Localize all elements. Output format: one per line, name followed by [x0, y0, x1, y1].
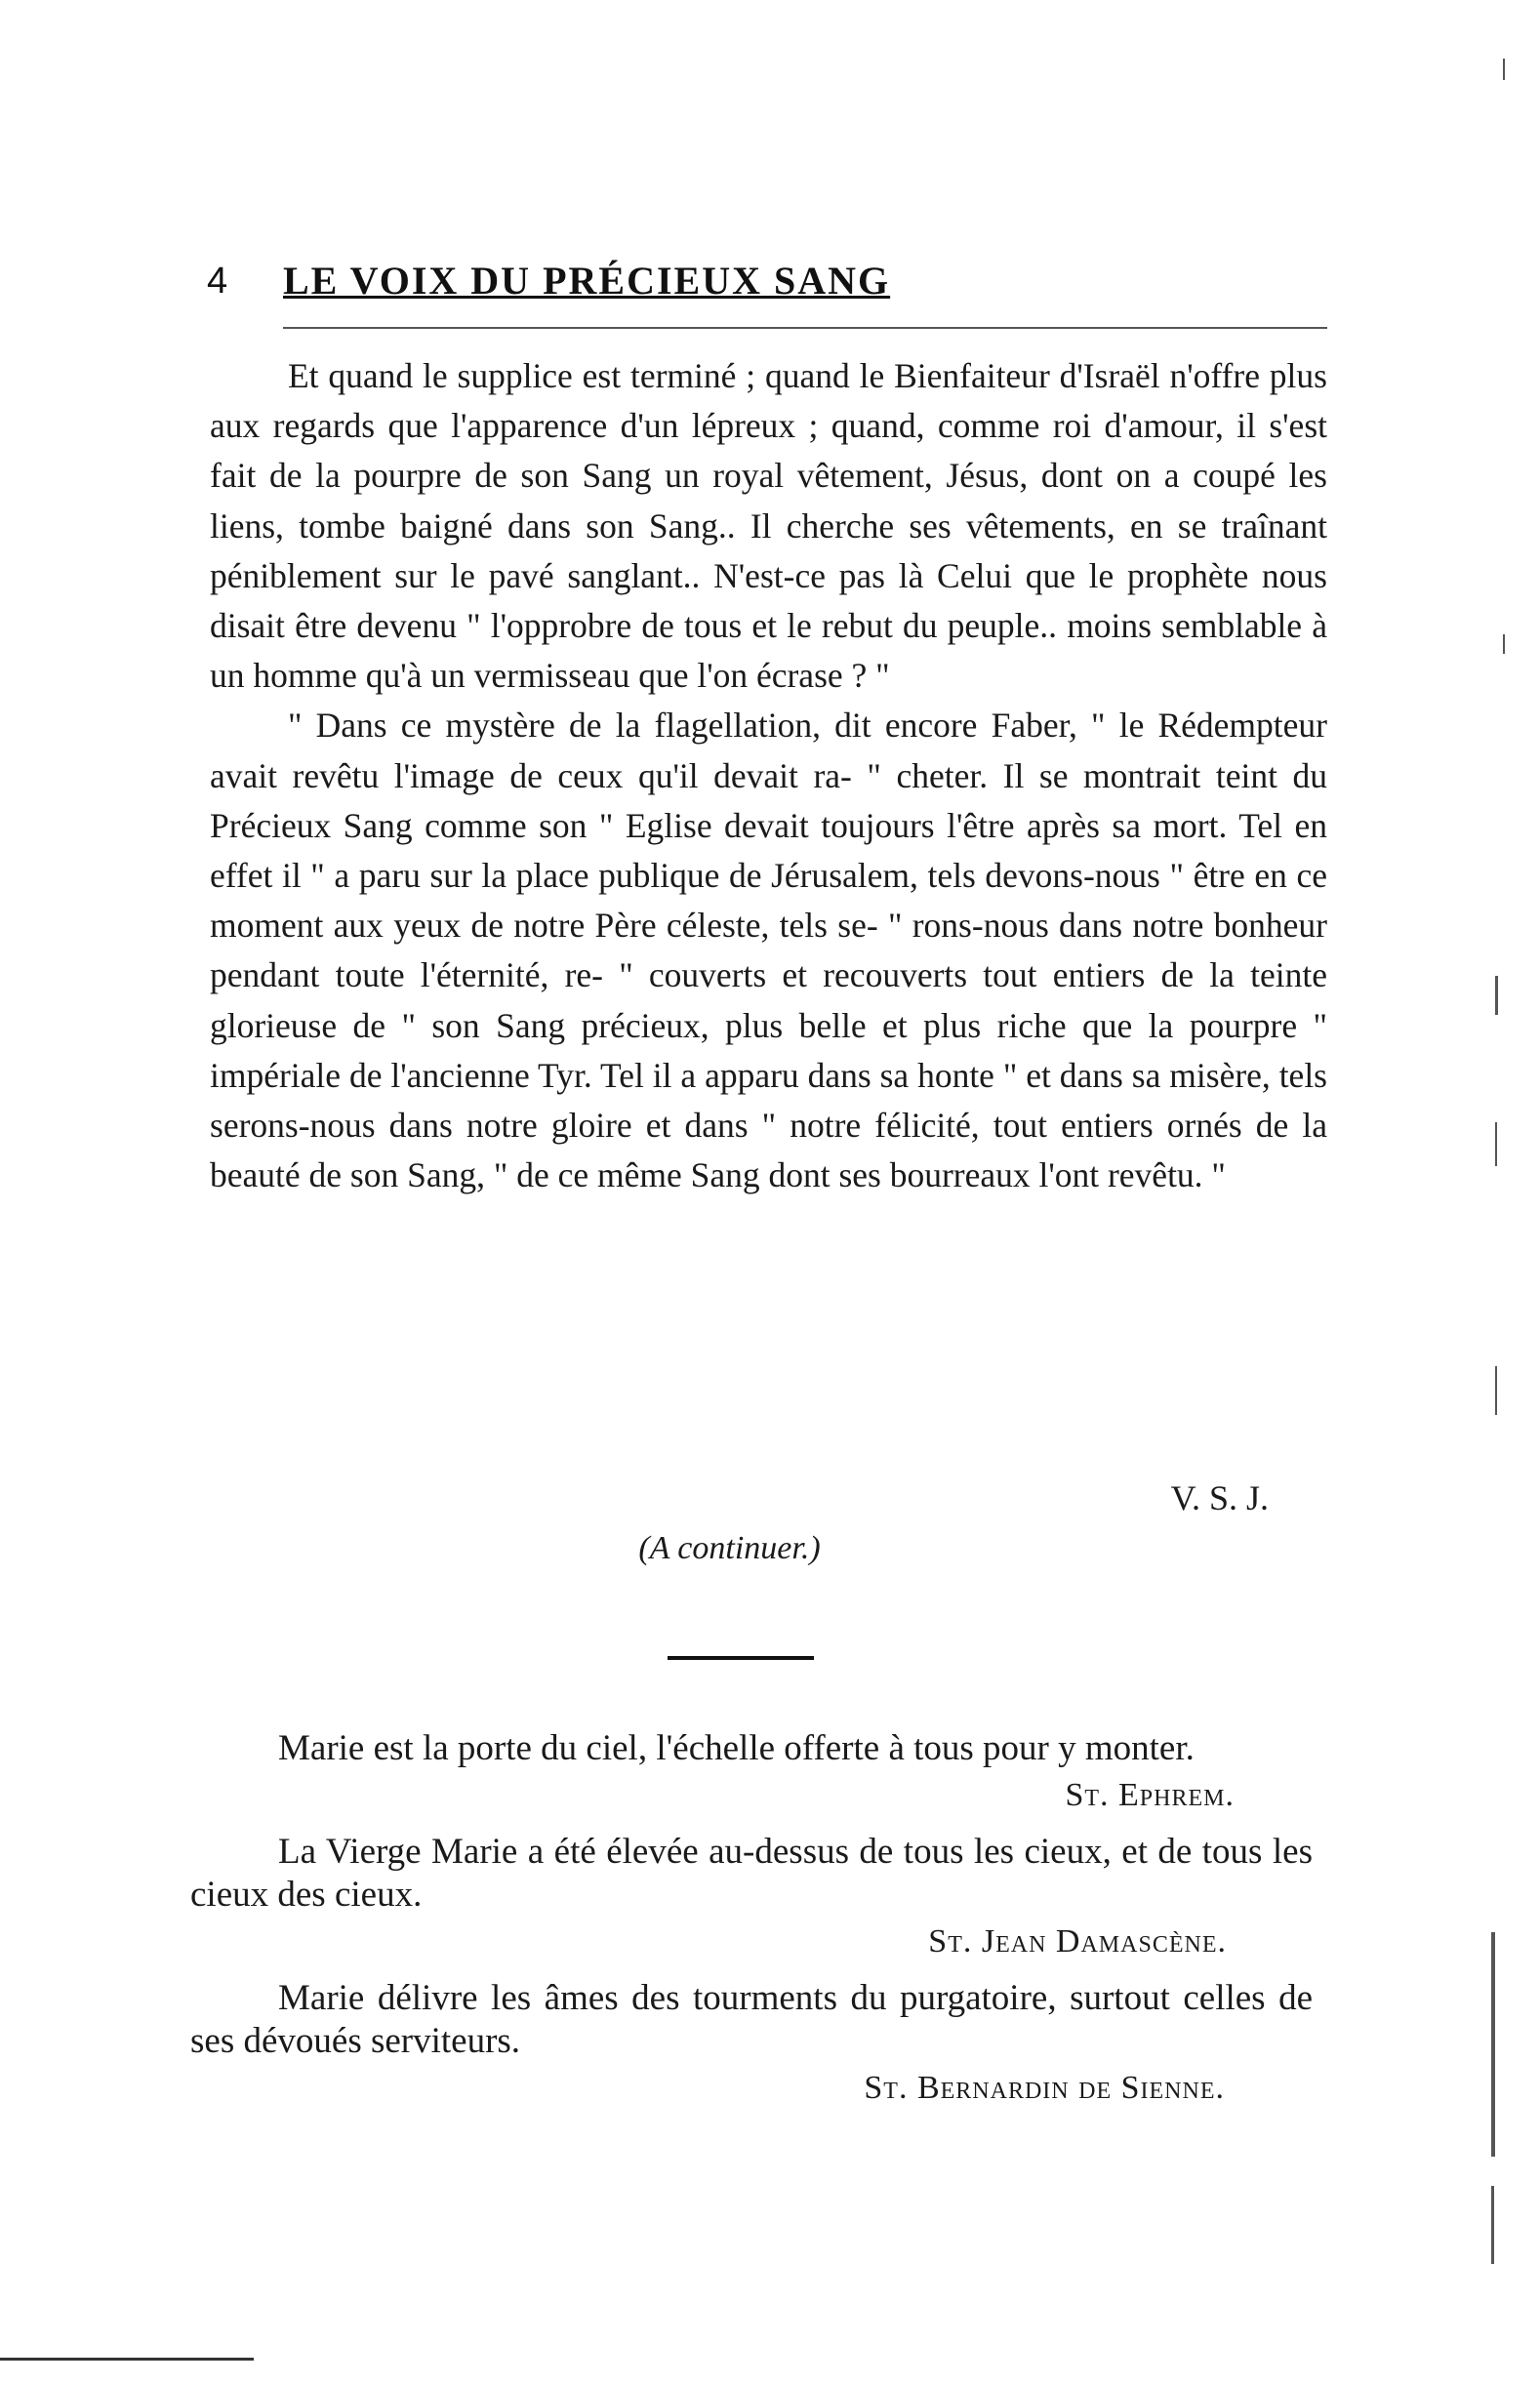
scan-margin-mark	[1495, 1122, 1497, 1166]
scan-bottom-edge	[0, 2358, 254, 2361]
running-title: LE VOIX DU PRÉCIEUX SANG	[283, 259, 891, 303]
quote-text: Marie délivre les âmes des tourments du purgatoire, surtout celles de ses dévoués serviteurs.	[190, 1978, 1313, 2061]
page-number: 4	[207, 261, 228, 302]
scan-margin-mark	[1495, 976, 1498, 1015]
paragraph: " Dans ce mystère de la flagellation, dit encore Faber, " le Rédempteur avait revêtu l'image de ceux qu'il devait ra- " cheter. Il se montrait teint du Précieux Sang comme son " Eglise devait toujours l'être après sa mort. Tel en effet il " a paru sur la place publique de Jérusalem, tels devons-nous " être en ce moment aux yeux de notre Père céleste, tels se- " rons-nous dans notre bonheur pendant toute l'éternité, re- " couverts et recouverts tout entiers de la teinte glorieuse de " son Sang précieux, plus belle et plus riche que la pourpre " impériale de l'ancienne Tyr. Tel il a apparu dans sa honte " et dans sa misère, tels serons-nous dans notre gloire et dans " notre félicité, tout entiers ornés de la beauté de son Sang, " de ce même Sang dont ses bourreaux l'ont revêtu. "	[210, 706, 1327, 1195]
quote-author: St. Ephrem.	[1065, 1777, 1235, 1813]
continued-note: (A continuer.)	[638, 1530, 821, 1566]
scan-margin-mark	[1491, 1932, 1495, 2157]
scan-margin-mark	[1491, 2186, 1494, 2264]
scan-margin-mark	[1495, 1366, 1497, 1415]
quote-text: La Vierge Marie a été élevée au-dessus de tous les cieux, et de tous les cieux des cieux.	[190, 1832, 1313, 1915]
scan-margin-mark	[1503, 59, 1505, 80]
quotes-section	[190, 1727, 1313, 2123]
signature: V. S. J.	[1170, 1478, 1269, 1517]
section-separator	[668, 1656, 814, 1660]
article-body	[210, 351, 1327, 1200]
scan-margin-mark	[1503, 634, 1505, 654]
header-rule	[283, 327, 1327, 329]
page-header	[207, 252, 1329, 310]
quote-author: St. Bernardin de Sienne.	[864, 2070, 1225, 2106]
quote-text: Marie est la porte du ciel, l'échelle offerte à tous pour y monter.	[278, 1728, 1195, 1768]
quote-author: St. Jean Damascène.	[928, 1923, 1227, 1960]
paragraph: Et quand le supplice est terminé ; quand le Bienfaiteur d'Israël n'offre plus aux regards que l'apparence d'un lépreux ; quand, comme roi d'amour, il s'est fait de la pourpre de son Sang un royal vêtement, Jésus, dont on a coupé les liens, tombe baigné dans son Sang.. Il cherche ses vêtements, en se traînant péniblement sur le pavé sanglant.. N'est-ce pas là Celui que le prophète nous disait être devenu " l'opprobre de tous et le rebut du peuple.. moins semblable à un homme qu'à un vermisseau que l'on écrase ? "	[210, 356, 1327, 696]
